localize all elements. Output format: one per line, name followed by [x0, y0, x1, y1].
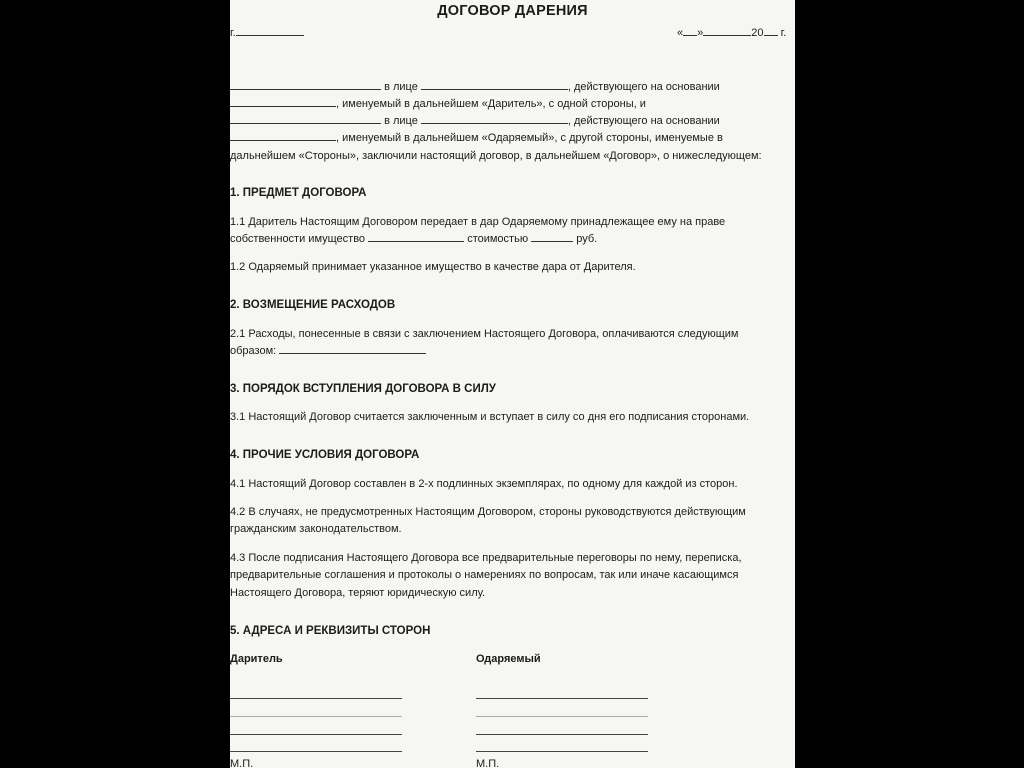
donor-line-3	[230, 734, 402, 735]
recipient-stamp: М.П.	[476, 758, 500, 768]
section-5-heading: 5. АДРЕСА И РЕКВИЗИТЫ СТОРОН	[230, 625, 431, 637]
clause-4-3-line-1: 4.3 После подписания Настоящего Договора все предварительные переговоры по нему, переписка,	[230, 552, 742, 564]
month-blank	[703, 25, 751, 36]
clause-3-1: 3.1 Настоящий Договор считается заключенным и вступает в силу со дня его подписания сторонами.	[230, 411, 750, 423]
document-page	[230, 0, 795, 768]
date-field: « » 20 г.	[677, 27, 787, 39]
donor-label: Даритель	[230, 653, 283, 665]
parties-line-4: , именуемый в дальнейшем «Одаряемый», с другой стороны, именуемые в	[230, 130, 723, 147]
city-blank	[236, 25, 304, 36]
parties-line-2: , именуемый в дальнейшем «Даритель», с одной стороны, и	[230, 96, 646, 113]
clause-4-1: 4.1 Настоящий Договор составлен в 2-х подлинных экземплярах, по одному для каждой из сторон.	[230, 478, 738, 490]
city-field: г.	[230, 25, 304, 42]
section-2-heading: 2. ВОЗМЕЩЕНИЕ РАСХОДОВ	[230, 299, 396, 311]
clause-1-1-line-1: 1.1 Даритель Настоящим Договором передает в дар Одаряемому принадлежащее ему на праве	[230, 216, 726, 228]
donor-line-4	[230, 751, 402, 752]
recipient-label: Одаряемый	[476, 653, 541, 665]
clause-4-3-line-2: предварительные соглашения и протоколы о намерениях по вопросам, так или иначе касающимся	[230, 569, 739, 581]
donor-line-1	[230, 698, 402, 699]
day-blank	[683, 25, 697, 36]
recipient-line-1	[476, 698, 648, 699]
parties-line-5: дальнейшем «Стороны», заключили настоящий договор, в дальнейшем «Договор», о нижеследующем:	[230, 150, 762, 162]
recipient-line-4	[476, 751, 648, 752]
clause-4-2-line-2: гражданским законодательством.	[230, 523, 402, 535]
clause-1-2: 1.2 Одаряемый принимает указанное имущество в качестве дара от Дарителя.	[230, 261, 636, 273]
recipient-line-3	[476, 734, 648, 735]
clause-4-2-line-1: 4.2 В случаях, не предусмотренных Настоящим Договором, стороны руководствуются действующим	[230, 506, 746, 518]
donor-stamp: М.П.	[230, 758, 254, 768]
parties-line-3: в лице , действующего на основании	[230, 113, 720, 130]
clause-2-1-line-2: образом:	[230, 343, 426, 360]
clause-1-1-line-2: собственности имущество стоимостью руб.	[230, 233, 598, 245]
section-3-heading: 3. ПОРЯДОК ВСТУПЛЕНИЯ ДОГОВОРА В СИЛУ	[230, 383, 496, 395]
donor-line-2	[230, 716, 402, 717]
clause-4-3-line-3: Настоящего Договора, теряют юридическую силу.	[230, 587, 486, 599]
clause-2-1-line-1: 2.1 Расходы, понесенные в связи с заключением Настоящего Договора, оплачиваются следующим	[230, 328, 739, 340]
recipient-line-2	[476, 716, 648, 717]
section-1-heading: 1. ПРЕДМЕТ ДОГОВОРА	[230, 187, 367, 199]
section-4-heading: 4. ПРОЧИЕ УСЛОВИЯ ДОГОВОРА	[230, 449, 420, 461]
parties-line-1: в лице , действующего на основании	[230, 79, 720, 96]
year-blank	[764, 25, 778, 36]
document-title: ДОГОВОР ДАРЕНИЯ	[437, 3, 588, 19]
